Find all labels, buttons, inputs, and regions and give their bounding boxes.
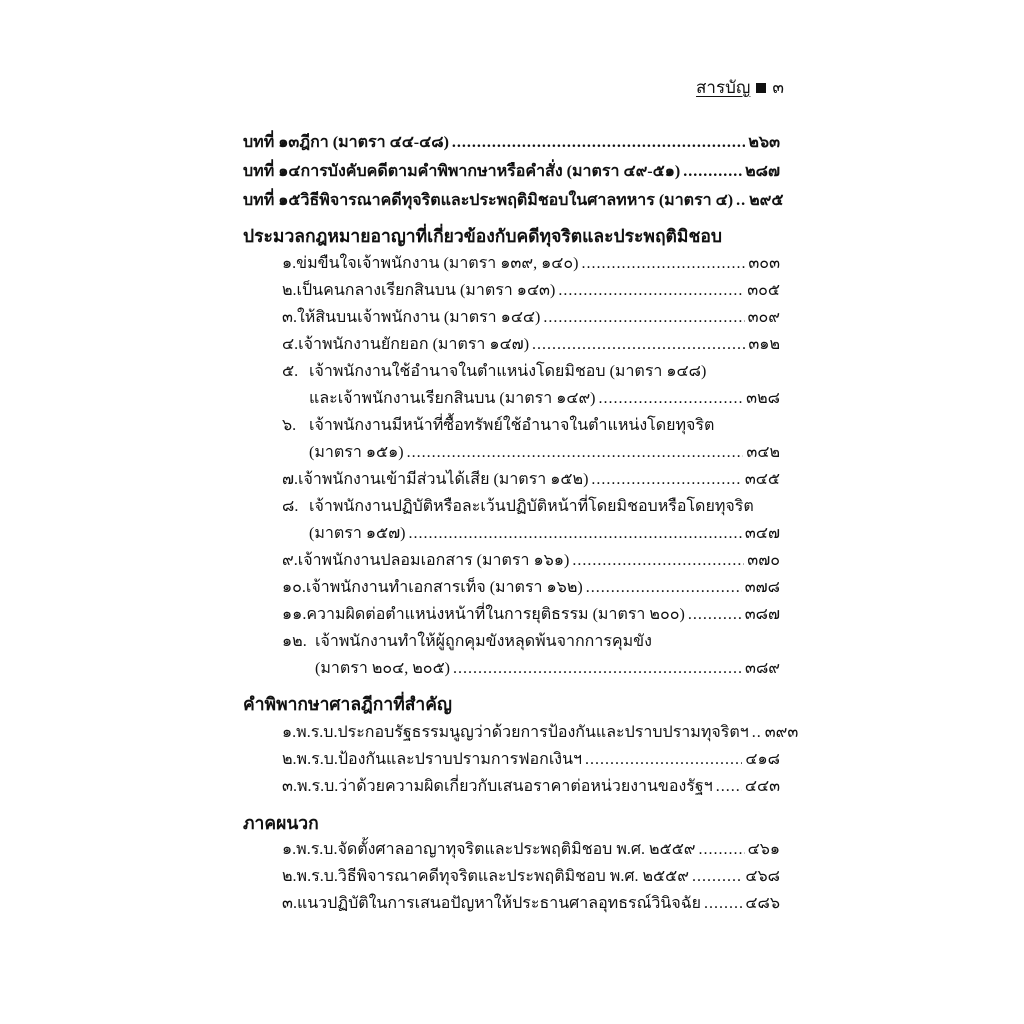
toc-entry (282, 306, 780, 330)
entry-text: พ.ร.บ.ว่าด้วยความผิดเกี่ยวกับเสนอราคาต่อหน่วยงานของรัฐฯ (296, 778, 713, 795)
toc-entry (282, 468, 780, 492)
toc-entry-first-line (282, 414, 714, 438)
leader-dots (532, 333, 745, 357)
page-number: ๒๖๓ (748, 134, 780, 151)
entry-number: ๙. (282, 552, 298, 569)
entry-text: พ.ร.บ.ประกอบรัฐธรรมนูญว่าด้วยการป้องกันและปราบปรามทุจริตฯ (296, 724, 749, 741)
entry-text: เป็นคนกลางเรียกสินบน (มาตรา ๑๔๓) (296, 282, 556, 299)
entry-text: พ.ร.บ.จัดตั้งศาลอาญาทุจริตและประพฤติมิชอบ พ.ศ. ๒๕๕๙ (296, 841, 696, 858)
toc-entry-first-line (282, 360, 706, 384)
entry-number: ๑. (282, 255, 297, 272)
entry-text: แนวปฏิบัติในการเสนอปัญหาให้ประธานศาลอุทธรณ์วินิจฉัย (296, 895, 701, 912)
leader-dots (407, 441, 744, 465)
page-number: ๓๔๗ (744, 525, 780, 542)
leader-dots (572, 549, 744, 573)
toc-entry (282, 549, 780, 573)
page-number: ๔๖๘ (745, 868, 780, 885)
chapter-entry (243, 131, 780, 155)
leader-dots (558, 279, 744, 303)
entry-number: ๓. (282, 309, 297, 326)
leader-dots (591, 468, 741, 492)
toc-entry (309, 522, 780, 546)
toc-entry (309, 441, 780, 465)
entry-text-continued: (มาตรา ๑๕๑) (309, 444, 404, 461)
entry-number: ๕. (282, 363, 299, 380)
page-number: ๓๐๕ (747, 282, 780, 299)
toc-entry-first-line (282, 495, 754, 519)
entry-text: ให้สินบนเจ้าพนักงาน (มาตรา ๑๔๔) (296, 309, 541, 326)
leader-dots (683, 160, 742, 184)
toc-entry (282, 252, 780, 276)
leader-dots (699, 838, 745, 862)
entry-number: ๒. (282, 868, 297, 885)
page-number: ๓๐๙ (747, 309, 780, 326)
entry-text: เจ้าพนักงานทำให้ผู้ถูกคุมขังหลุดพ้นจากการคุมขัง (315, 633, 652, 650)
entry-number: ๑. (282, 724, 297, 741)
entry-text: เจ้าพนักงานยักยอก (มาตรา ๑๔๗) (298, 336, 530, 353)
section-heading: ภาคผนวก (243, 813, 319, 833)
entry-number: ๑๒. (282, 633, 307, 650)
page-number: ๔๑๘ (745, 751, 780, 768)
leader-dots (736, 189, 746, 213)
leader-dots (716, 775, 742, 799)
leader-dots (692, 865, 742, 889)
entry-number: ๒. (282, 282, 297, 299)
entry-number: ๑๑. (282, 606, 307, 623)
page-number: ๓๗๘ (744, 579, 780, 596)
toc-entry (282, 838, 780, 862)
square-bullet-icon (756, 83, 766, 93)
toc-entry (282, 775, 780, 799)
page-number: ๓๔๕ (744, 471, 780, 488)
entry-number: ๗. (282, 471, 299, 488)
page-number: ๓๘๙ (745, 660, 780, 677)
chapter-title: การบังคับคดีตามคำพิพากษาหรือคำสั่ง (มาตรา ๔๙-๕๑) (300, 163, 681, 180)
page-number: ๓๑๒ (748, 336, 780, 353)
page-number: ๓๙๓ (764, 724, 799, 741)
entry-text: เจ้าพนักงานปฏิบัติหรือละเว้นปฏิบัติหน้าที่โดยมิชอบหรือโดยทุจริต (309, 498, 754, 515)
chapter-entry (243, 189, 784, 213)
leader-dots (752, 721, 762, 745)
entry-text: เจ้าพนักงานปลอมเอกสาร (มาตรา ๑๖๑) (297, 552, 570, 569)
header-title: สารบัญ (696, 78, 751, 97)
chapter-title: ฎีกา (มาตรา ๔๔-๔๘) (299, 134, 449, 151)
leader-dots (599, 387, 744, 411)
chapter-title: วิธีพิจารณาคดีทุจริตและประพฤติมิชอบในศาลทหาร (มาตรา ๔) (300, 192, 734, 209)
toc-entry (309, 387, 780, 411)
toc-entry (282, 865, 780, 889)
leader-dots (586, 576, 742, 600)
running-header (696, 74, 784, 101)
page-number: ๔๖๑ (747, 841, 780, 858)
chapter-label: บทที่ ๑๕ (243, 192, 301, 209)
page-number: ๓๒๘ (746, 390, 780, 407)
entry-text: ข่มขืนใจเจ้าพนักงาน (มาตรา ๑๓๙, ๑๔๐) (296, 255, 579, 272)
entry-text: พ.ร.บ.ป้องกันและปราบปรามการฟอกเงินฯ (296, 751, 583, 768)
page-number: ๒๘๗ (745, 163, 780, 180)
leader-dots (704, 892, 742, 916)
entry-number: ๓. (282, 895, 297, 912)
page-number: ๔๘๖ (745, 895, 780, 912)
page-number: ๓๘๗ (744, 606, 780, 623)
toc-entry (282, 721, 799, 745)
chapter-label: บทที่ ๑๓ (243, 134, 300, 151)
entry-number: ๓. (282, 778, 297, 795)
entry-number: ๖. (282, 417, 297, 434)
page-number: ๓๔๒ (746, 444, 780, 461)
toc-entry (282, 748, 780, 772)
entry-text-continued: (มาตรา ๒๐๔, ๒๐๕) (315, 660, 450, 677)
entry-text: เจ้าพนักงานทำเอกสารเท็จ (มาตรา ๑๖๒) (305, 579, 583, 596)
page-number: ๓๗๐ (747, 552, 780, 569)
entry-number: ๘. (282, 498, 299, 515)
toc-entry (282, 892, 780, 916)
entry-number: ๑๐. (282, 579, 306, 596)
toc-entry (282, 576, 780, 600)
entry-number: ๔. (282, 336, 299, 353)
leader-dots (543, 306, 744, 330)
leader-dots (581, 252, 745, 276)
toc-entry (282, 603, 780, 627)
header-page-number: ๓ (772, 78, 784, 97)
entry-text: พ.ร.บ.วิธีพิจารณาคดีทุจริตและประพฤติมิชอบ พ.ศ. ๒๕๕๙ (296, 868, 689, 885)
page-number: ๒๙๕ (749, 192, 784, 209)
section-heading: ประมวลกฎหมายอาญาที่เกี่ยวข้องกับคดีทุจริตและประพฤติมิชอบ (243, 226, 722, 246)
toc-entry (282, 279, 780, 303)
toc-entry-first-line (282, 630, 652, 654)
leader-dots (453, 657, 742, 681)
entry-text-continued: (มาตรา ๑๕๗) (309, 525, 406, 542)
toc-entry (282, 333, 780, 357)
leader-dots (408, 522, 741, 546)
entry-number: ๑. (282, 841, 297, 858)
leader-dots (585, 748, 742, 772)
chapter-entry (243, 160, 780, 184)
chapter-label: บทที่ ๑๔ (243, 163, 301, 180)
leader-dots (452, 131, 745, 155)
entry-number: ๒. (282, 751, 297, 768)
leader-dots (688, 603, 742, 627)
section-heading: คำพิพากษาศาลฎีกาที่สำคัญ (243, 694, 452, 714)
entry-text: ความผิดต่อตำแหน่งหน้าที่ในการยุติธรรม (มาตรา ๒๐๐) (306, 606, 685, 623)
toc-entry (315, 657, 780, 681)
entry-text: เจ้าพนักงานมีหน้าที่ซื้อทรัพย์ใช้อำนาจในตำแหน่งโดยทุจริต (309, 417, 715, 434)
page-number: ๔๔๓ (744, 778, 780, 795)
entry-text-continued: และเจ้าพนักงานเรียกสินบน (มาตรา ๑๔๙) (309, 390, 596, 407)
page-number: ๓๐๓ (748, 255, 780, 272)
entry-text: เจ้าพนักงานเข้ามีส่วนได้เสีย (มาตรา ๑๕๒) (298, 471, 589, 488)
entry-text: เจ้าพนักงานใช้อำนาจในตำแหน่งโดยมิชอบ (มาตรา ๑๔๘) (309, 363, 707, 380)
